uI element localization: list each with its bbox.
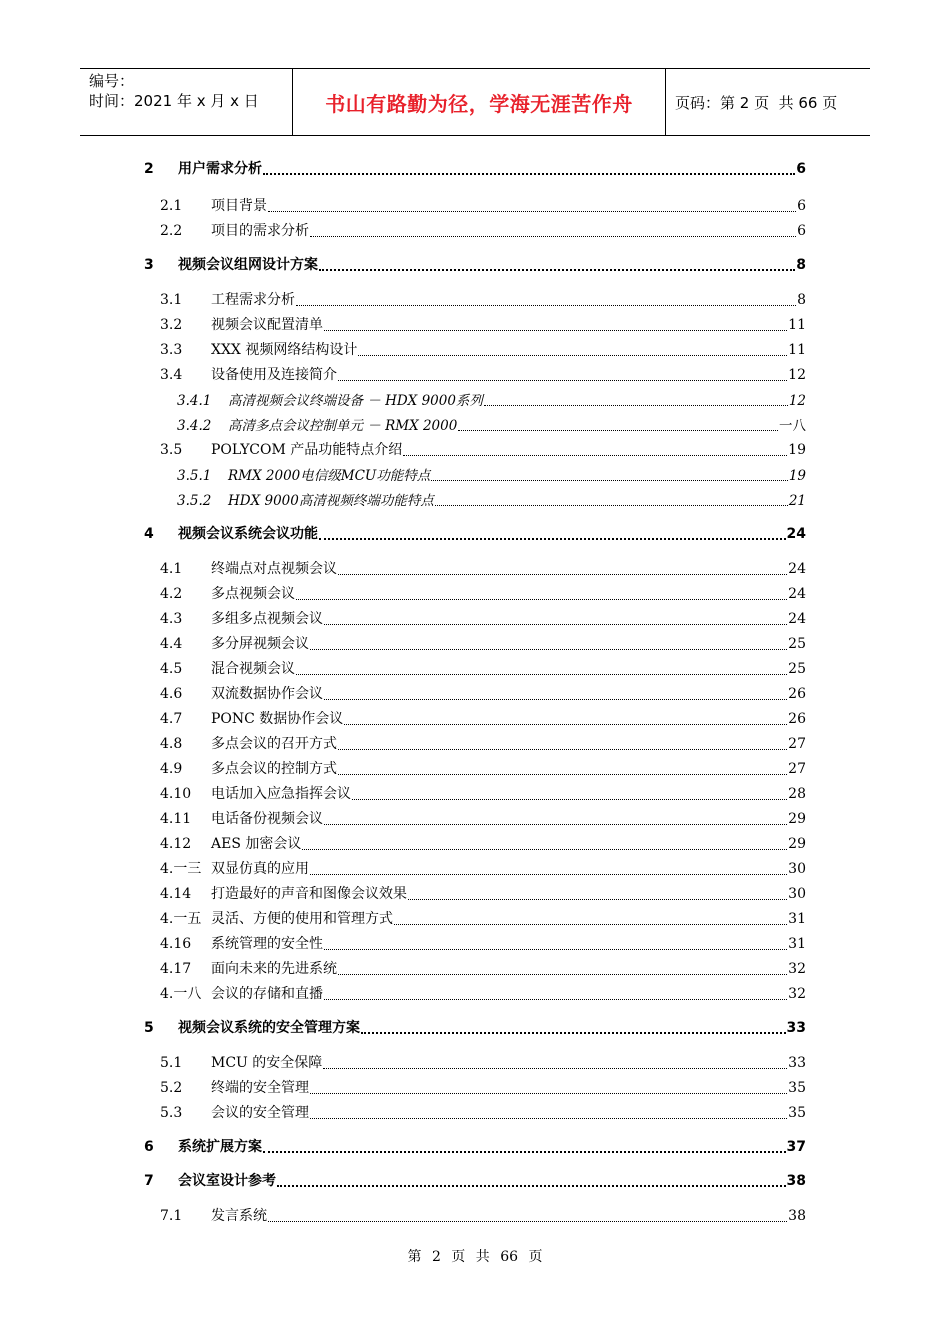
- leader-dots: [403, 454, 787, 456]
- toc-page: 24: [788, 561, 806, 577]
- leader-dots: [394, 923, 787, 925]
- toc-entry[interactable]: 4.5 混合视频会议 25: [160, 658, 806, 680]
- toc-page: 33: [786, 1020, 806, 1036]
- toc-page: 12: [788, 367, 806, 383]
- toc-entry[interactable]: 3.1 工程需求分析 8: [160, 289, 806, 311]
- leader-dots: [338, 973, 787, 975]
- toc-title: 高清视频会议终端设备 － HDX 9000系列: [228, 393, 483, 409]
- toc-title: 项目背景: [211, 198, 267, 214]
- toc-title: POLYCOM 产品功能特点介绍: [211, 442, 403, 458]
- toc-title: AES 加密会议: [211, 836, 302, 852]
- toc-page: 12: [788, 393, 806, 409]
- toc-page: 30: [788, 886, 806, 902]
- leader-dots: [263, 1150, 786, 1153]
- leader-dots: [344, 723, 787, 725]
- toc-title: 终端点对点视频会议: [211, 561, 337, 577]
- toc-page: 35: [788, 1105, 806, 1121]
- number-label: 编号：: [89, 72, 135, 90]
- toc-title: 多分屏视频会议: [211, 636, 309, 652]
- date-label: 时间：2021 年 x 月 x 日: [89, 92, 259, 110]
- toc-entry[interactable]: 4.8 多点会议的召开方式 27: [160, 733, 806, 755]
- toc-entry[interactable]: 4.一三 双显仿真的应用 30: [160, 858, 806, 880]
- toc-page: 29: [788, 836, 806, 852]
- toc-title: 工程需求分析: [211, 292, 295, 308]
- toc-page: 35: [788, 1080, 806, 1096]
- toc-page: 29: [788, 811, 806, 827]
- toc-title: 会议室设计参考: [178, 1173, 276, 1189]
- toc-page: 28: [788, 786, 806, 802]
- leader-dots: [338, 773, 787, 775]
- toc-page: 27: [788, 761, 806, 777]
- toc-entry[interactable]: 5.1 MCU 的安全保障 33: [160, 1052, 806, 1074]
- toc-entry[interactable]: 4.11 电话备份视频会议 29: [160, 808, 806, 830]
- toc-entry[interactable]: 5.2 终端的安全管理 35: [160, 1077, 806, 1099]
- toc-entry[interactable]: 4.2 多点视频会议 24: [160, 583, 806, 605]
- toc-entry[interactable]: 3.5 POLYCOM 产品功能特点介绍 19: [160, 439, 806, 461]
- toc-title: 打造最好的声音和图像会议效果: [211, 886, 407, 902]
- header-page-info: [666, 69, 870, 135]
- toc-page: 27: [788, 736, 806, 752]
- toc-title: 灵活、方便的使用和管理方式: [211, 911, 393, 927]
- header-meta: [80, 69, 293, 135]
- toc-title: 项目的需求分析: [211, 223, 309, 239]
- toc-title: 混合视频会议: [211, 661, 295, 677]
- toc-page: 25: [788, 636, 806, 652]
- toc-entry[interactable]: 4.6 双流数据协作会议 26: [160, 683, 806, 705]
- toc-page: 6: [797, 223, 806, 239]
- toc-title: 会议的安全管理: [211, 1105, 309, 1121]
- toc-page: 26: [788, 711, 806, 727]
- toc-title: 设备使用及连接简介: [211, 367, 337, 383]
- toc-title: 面向未来的先进系统: [211, 961, 337, 977]
- toc-title: MCU 的安全保障: [211, 1055, 323, 1071]
- leader-dots: [324, 698, 787, 700]
- toc-title: 发言系统: [211, 1208, 267, 1224]
- leader-dots: [352, 798, 787, 800]
- page-header: [80, 68, 870, 136]
- toc-title: 双显仿真的应用: [211, 861, 309, 877]
- leader-dots: [323, 1067, 787, 1069]
- leader-dots: [319, 537, 786, 540]
- leader-dots: [319, 268, 795, 271]
- leader-dots: [338, 573, 787, 575]
- leader-dots: [310, 873, 787, 875]
- toc-entry[interactable]: 4.16 系统管理的安全性 31: [160, 933, 806, 955]
- leader-dots: [458, 429, 778, 431]
- toc-title: 多点视频会议: [211, 586, 295, 602]
- toc-page: 38: [786, 1173, 806, 1189]
- toc-title: HDX 9000高清视频终端功能特点: [228, 493, 434, 509]
- toc-page: 37: [786, 1139, 806, 1155]
- toc-page: 19: [788, 468, 806, 484]
- leader-dots: [484, 404, 788, 406]
- leader-dots: [361, 1031, 786, 1034]
- leader-dots: [277, 1184, 786, 1187]
- toc-page: 6: [796, 161, 806, 177]
- leader-dots: [324, 623, 787, 625]
- toc-title: 双流数据协作会议: [211, 686, 323, 702]
- leader-dots: [408, 898, 787, 900]
- toc-entry[interactable]: 3 视频会议组网设计方案 8: [144, 254, 806, 276]
- leader-dots: [296, 598, 787, 600]
- toc-title: RMX 2000电信级MCU功能特点: [228, 468, 431, 484]
- leader-dots: [310, 1092, 787, 1094]
- toc-entry[interactable]: 4.7 PONC 数据协作会议 26: [160, 708, 806, 730]
- toc-title: 终端的安全管理: [211, 1080, 309, 1096]
- leader-dots: [302, 848, 787, 850]
- leader-dots: [296, 673, 787, 675]
- leader-dots: [435, 504, 788, 506]
- toc-title: 多组多点视频会议: [211, 611, 323, 627]
- toc-entry[interactable]: 3.4.1 高清视频会议终端设备 － HDX 9000系列 12: [177, 389, 806, 411]
- leader-dots: [338, 379, 787, 381]
- leader-dots: [268, 210, 796, 212]
- toc-page: 24: [786, 526, 806, 542]
- toc-page: 11: [788, 317, 806, 333]
- toc-title: 多点会议的召开方式: [211, 736, 337, 752]
- toc-entry[interactable]: 2 用户需求分析 6: [144, 158, 806, 180]
- page-info-text: 页码：第 2 页 共 66 页: [675, 93, 838, 112]
- toc-title: 系统扩展方案: [178, 1139, 262, 1155]
- toc-entry[interactable]: 6 系统扩展方案 37: [144, 1136, 806, 1158]
- toc-entry[interactable]: 4.一八 会议的存储和直播 32: [160, 983, 806, 1005]
- toc-page: 24: [788, 586, 806, 602]
- toc-page: 32: [788, 986, 806, 1002]
- leader-dots: [338, 748, 787, 750]
- toc-title: 系统管理的安全性: [211, 936, 323, 952]
- toc-entry[interactable]: 3.4 设备使用及连接简介 12: [160, 364, 806, 386]
- toc-title: 高清多点会议控制单元 － RMX 2000: [228, 418, 458, 434]
- toc-page: 31: [788, 911, 806, 927]
- leader-dots: [268, 1220, 787, 1222]
- toc-page: 32: [788, 961, 806, 977]
- toc-title: PONC 数据协作会议: [211, 711, 344, 727]
- toc-title: 电话备份视频会议: [211, 811, 323, 827]
- toc-title: 电话加入应急指挥会议: [211, 786, 351, 802]
- toc-entry[interactable]: 5.3 会议的安全管理 35: [160, 1102, 806, 1124]
- toc-entry[interactable]: 3.5.2 HDX 9000高清视频终端功能特点 21: [177, 489, 806, 511]
- leader-dots: [310, 235, 796, 237]
- toc-entry[interactable]: 7 会议室设计参考 38: [144, 1170, 806, 1192]
- toc-entry[interactable]: 2.2 项目的需求分析 6: [160, 220, 806, 242]
- toc-title: 会议的存储和直播: [211, 986, 323, 1002]
- toc-title: 视频会议系统的安全管理方案: [178, 1020, 360, 1036]
- toc-entry[interactable]: 4.17 面向未来的先进系统 32: [160, 958, 806, 980]
- leader-dots: [431, 479, 788, 481]
- page-footer: 第 2 页 共 66 页: [407, 1249, 543, 1265]
- toc-page: 31: [788, 936, 806, 952]
- toc-entry[interactable]: 4.1 终端点对点视频会议 24: [160, 558, 806, 580]
- toc-page: 6: [797, 198, 806, 214]
- toc-entry[interactable]: 4.10 电话加入应急指挥会议 28: [160, 783, 806, 805]
- leader-dots: [324, 329, 787, 331]
- toc-title: 用户需求分析: [178, 161, 262, 177]
- toc-title: 视频会议配置清单: [211, 317, 323, 333]
- toc-entry[interactable]: 3.2 视频会议配置清单 11: [160, 314, 806, 336]
- toc-title: 视频会议系统会议功能: [178, 526, 318, 542]
- leader-dots: [324, 823, 787, 825]
- toc-page: 8: [796, 257, 806, 273]
- toc-entry[interactable]: 4.一五 灵活、方便的使用和管理方式 31: [160, 908, 806, 930]
- leader-dots: [310, 1117, 787, 1119]
- toc-title: XXX 视频网络结构设计: [211, 342, 358, 358]
- toc-entry[interactable]: 4 视频会议系统会议功能 24: [144, 523, 806, 545]
- toc-entry[interactable]: 3.5.1 RMX 2000电信级MCU功能特点 19: [177, 464, 806, 486]
- leader-dots: [324, 948, 787, 950]
- toc-page: 21: [788, 493, 806, 509]
- leader-dots: [324, 998, 787, 1000]
- toc-page: 11: [788, 342, 806, 358]
- toc-entry[interactable]: 4.4 多分屏视频会议 25: [160, 633, 806, 655]
- toc-title: 多点会议的控制方式: [211, 761, 337, 777]
- toc-title: 视频会议组网设计方案: [178, 257, 318, 273]
- toc-page: 33: [788, 1055, 806, 1071]
- toc-entry[interactable]: 7.1 发言系统 38: [160, 1205, 806, 1227]
- toc-page: 24: [788, 611, 806, 627]
- header-motto: 书山有路勤为径，学海无涯苦作舟: [293, 69, 666, 135]
- toc-entry[interactable]: 3.4.2 高清多点会议控制单元 － RMX 2000 一八: [177, 414, 806, 436]
- toc-page: 26: [788, 686, 806, 702]
- toc-page: 25: [788, 661, 806, 677]
- leader-dots: [296, 304, 796, 306]
- toc-page: 30: [788, 861, 806, 877]
- toc-entry[interactable]: 4.3 多组多点视频会议 24: [160, 608, 806, 630]
- toc-page: 8: [797, 292, 806, 308]
- toc-entry[interactable]: 2.1 项目背景 6: [160, 195, 806, 217]
- toc-entry[interactable]: 3.3 XXX 视频网络结构设计 11: [160, 339, 806, 361]
- leader-dots: [310, 648, 787, 650]
- toc-entry[interactable]: 4.12 AES 加密会议 29: [160, 833, 806, 855]
- leader-dots: [263, 172, 795, 175]
- toc-entry[interactable]: 4.9 多点会议的控制方式 27: [160, 758, 806, 780]
- toc-page: 一八: [779, 418, 806, 434]
- toc-page: 38: [788, 1208, 806, 1224]
- toc-entry[interactable]: 4.14 打造最好的声音和图像会议效果 30: [160, 883, 806, 905]
- leader-dots: [358, 354, 787, 356]
- toc-entry[interactable]: 5 视频会议系统的安全管理方案 33: [144, 1017, 806, 1039]
- toc-page: 19: [788, 442, 806, 458]
